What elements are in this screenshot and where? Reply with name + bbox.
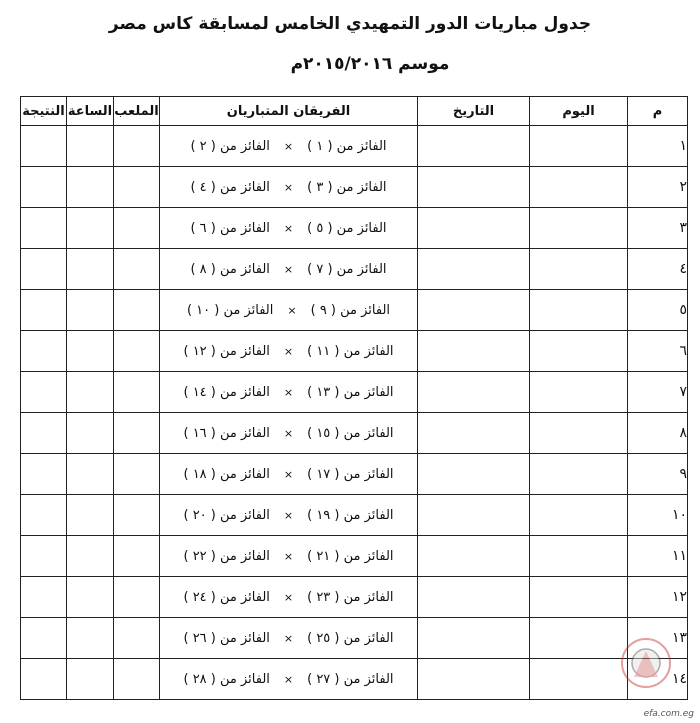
home-team: الفائز من ( ٩ ) — [310, 302, 391, 318]
stadium-cell — [114, 577, 160, 618]
efa-logo-icon — [612, 631, 680, 699]
home-team: الفائز من ( ١٧ ) — [307, 466, 394, 482]
row-number: ١٢ — [628, 577, 688, 618]
table-row — [21, 618, 688, 659]
away-team: الفائز من ( ٤ ) — [190, 179, 270, 195]
row-number: ١٤ — [628, 659, 688, 700]
day-cell — [530, 290, 628, 331]
header-result: النتيجة — [21, 97, 67, 126]
home-team: الفائز من ( ٧ ) — [307, 261, 387, 277]
match-cell — [160, 290, 418, 331]
stadium-cell — [114, 659, 160, 700]
schedule-body — [21, 126, 688, 700]
away-team: الفائز من ( ٨ ) — [190, 261, 270, 277]
result-cell — [21, 413, 67, 454]
home-team: الفائز من ( ١٣ ) — [307, 384, 394, 400]
match-cell — [160, 413, 418, 454]
table-row — [21, 126, 688, 167]
stadium-cell — [114, 208, 160, 249]
row-number: ١٣ — [628, 618, 688, 659]
away-team: الفائز من ( ٢٢ ) — [183, 548, 270, 564]
table-row — [21, 536, 688, 577]
day-cell — [530, 413, 628, 454]
match-cell — [160, 331, 418, 372]
versus-symbol: × — [283, 672, 294, 686]
result-cell — [21, 249, 67, 290]
table-row — [21, 208, 688, 249]
time-cell — [67, 536, 114, 577]
time-cell — [67, 126, 114, 167]
row-number: ١١ — [628, 536, 688, 577]
time-cell — [67, 413, 114, 454]
home-team: الفائز من ( ٥ ) — [307, 220, 387, 236]
date-cell — [418, 536, 530, 577]
result-cell — [21, 208, 67, 249]
result-cell — [21, 577, 67, 618]
season-subtitle — [0, 54, 700, 74]
away-team: الفائز من ( ٢ ) — [190, 138, 270, 154]
versus-symbol: × — [283, 262, 294, 276]
time-cell — [67, 290, 114, 331]
row-number: ١٠ — [628, 495, 688, 536]
result-cell — [21, 126, 67, 167]
stadium-cell — [114, 290, 160, 331]
result-cell — [21, 618, 67, 659]
result-cell — [21, 454, 67, 495]
header-time: الساعة — [67, 97, 114, 126]
match-cell — [160, 454, 418, 495]
time-cell — [67, 618, 114, 659]
date-cell — [418, 208, 530, 249]
date-cell — [418, 126, 530, 167]
versus-symbol: × — [287, 303, 297, 317]
home-team: الفائز من ( ٢٥ ) — [307, 630, 394, 646]
day-cell — [530, 331, 628, 372]
result-cell — [21, 290, 67, 331]
stadium-cell — [114, 618, 160, 659]
table-row — [21, 290, 688, 331]
table-row — [21, 167, 688, 208]
header-row — [21, 97, 688, 126]
day-cell — [530, 249, 628, 290]
time-cell — [67, 167, 114, 208]
stadium-cell — [114, 331, 160, 372]
row-number: ١ — [628, 126, 688, 167]
stadium-cell — [114, 249, 160, 290]
row-number: ٢ — [628, 167, 688, 208]
table-row — [21, 249, 688, 290]
row-number: ٦ — [628, 331, 688, 372]
row-number: ٥ — [628, 290, 688, 331]
home-team: الفائز من ( ٢٧ ) — [307, 671, 394, 687]
result-cell — [21, 536, 67, 577]
day-cell — [530, 208, 628, 249]
stadium-cell — [114, 167, 160, 208]
date-cell — [418, 659, 530, 700]
match-cell — [160, 618, 418, 659]
date-cell — [418, 413, 530, 454]
home-team: الفائز من ( ١٩ ) — [307, 507, 394, 523]
stadium-cell — [114, 495, 160, 536]
stadium-cell — [114, 372, 160, 413]
row-number: ٨ — [628, 413, 688, 454]
away-team: الفائز من ( ١٦ ) — [183, 425, 270, 441]
row-number: ٤ — [628, 249, 688, 290]
home-team: الفائز من ( ١١ ) — [307, 343, 394, 359]
stadium-cell — [114, 536, 160, 577]
time-cell — [67, 495, 114, 536]
table-row — [21, 454, 688, 495]
day-cell — [530, 454, 628, 495]
away-team: الفائز من ( ١٤ ) — [183, 384, 270, 400]
time-cell — [67, 208, 114, 249]
result-cell — [21, 372, 67, 413]
versus-symbol: × — [283, 139, 294, 153]
day-cell — [530, 536, 628, 577]
time-cell — [67, 249, 114, 290]
result-cell — [21, 167, 67, 208]
table-row — [21, 577, 688, 618]
away-team: الفائز من ( ١٢ ) — [183, 343, 270, 359]
match-cell — [160, 126, 418, 167]
versus-symbol: × — [283, 467, 294, 481]
date-cell — [418, 577, 530, 618]
versus-symbol: × — [283, 221, 294, 235]
versus-symbol: × — [283, 590, 294, 604]
versus-symbol: × — [283, 508, 294, 522]
header-num: م — [628, 97, 688, 126]
away-team: الفائز من ( ٢٦ ) — [183, 630, 270, 646]
row-number: ٣ — [628, 208, 688, 249]
home-team: الفائز من ( ١٥ ) — [307, 425, 394, 441]
match-cell — [160, 372, 418, 413]
match-cell — [160, 249, 418, 290]
time-cell — [67, 331, 114, 372]
home-team: الفائز من ( ٢٣ ) — [307, 589, 394, 605]
date-cell — [418, 495, 530, 536]
table-row — [21, 331, 688, 372]
day-cell — [530, 372, 628, 413]
table-row — [21, 413, 688, 454]
match-cell — [160, 208, 418, 249]
result-cell — [21, 495, 67, 536]
stadium-cell — [114, 454, 160, 495]
header-date: التاريخ — [418, 97, 530, 126]
home-team: الفائز من ( ١ ) — [307, 138, 387, 154]
versus-symbol: × — [283, 631, 294, 645]
away-team: الفائز من ( ٢٨ ) — [183, 671, 270, 687]
versus-symbol: × — [283, 426, 294, 440]
away-team: الفائز من ( ٦ ) — [190, 220, 270, 236]
row-number: ٧ — [628, 372, 688, 413]
document-title: جدول مباريات الدور التمهيدي الخامس لمسابقة كاس مصر — [108, 14, 592, 34]
match-cell — [160, 536, 418, 577]
header-teams: الفريقان المتباريان — [160, 97, 418, 126]
date-cell — [418, 290, 530, 331]
home-team: الفائز من ( ٣ ) — [307, 179, 387, 195]
season-label: موسم ٢٠١٥/٢٠١٦م — [290, 54, 450, 74]
header-day: اليوم — [530, 97, 628, 126]
versus-symbol: × — [283, 180, 294, 194]
time-cell — [67, 454, 114, 495]
date-cell — [418, 618, 530, 659]
header-stadium: الملعب — [114, 97, 160, 126]
day-cell — [530, 126, 628, 167]
day-cell — [530, 577, 628, 618]
table-row — [21, 659, 688, 700]
away-team: الفائز من ( ٢٤ ) — [183, 589, 270, 605]
stadium-cell — [114, 413, 160, 454]
table-row — [21, 372, 688, 413]
date-cell — [418, 372, 530, 413]
date-cell — [418, 249, 530, 290]
result-cell — [21, 331, 67, 372]
away-team: الفائز من ( ١٠ ) — [186, 302, 274, 318]
date-cell — [418, 167, 530, 208]
home-team: الفائز من ( ٢١ ) — [307, 548, 394, 564]
result-cell — [21, 659, 67, 700]
stadium-cell — [114, 126, 160, 167]
schedule-table — [20, 96, 688, 700]
match-cell — [160, 577, 418, 618]
versus-symbol: × — [283, 385, 294, 399]
away-team: الفائز من ( ١٨ ) — [183, 466, 270, 482]
table-row — [21, 495, 688, 536]
time-cell — [67, 659, 114, 700]
versus-symbol: × — [283, 549, 294, 563]
day-cell — [530, 495, 628, 536]
date-cell — [418, 454, 530, 495]
away-team: الفائز من ( ٢٠ ) — [183, 507, 270, 523]
row-number: ٩ — [628, 454, 688, 495]
versus-symbol: × — [283, 344, 294, 358]
match-cell — [160, 495, 418, 536]
day-cell — [530, 167, 628, 208]
watermark-site: efa.com.eg — [643, 709, 694, 719]
time-cell — [67, 372, 114, 413]
match-cell — [160, 167, 418, 208]
time-cell — [67, 577, 114, 618]
match-cell — [160, 659, 418, 700]
date-cell — [418, 331, 530, 372]
